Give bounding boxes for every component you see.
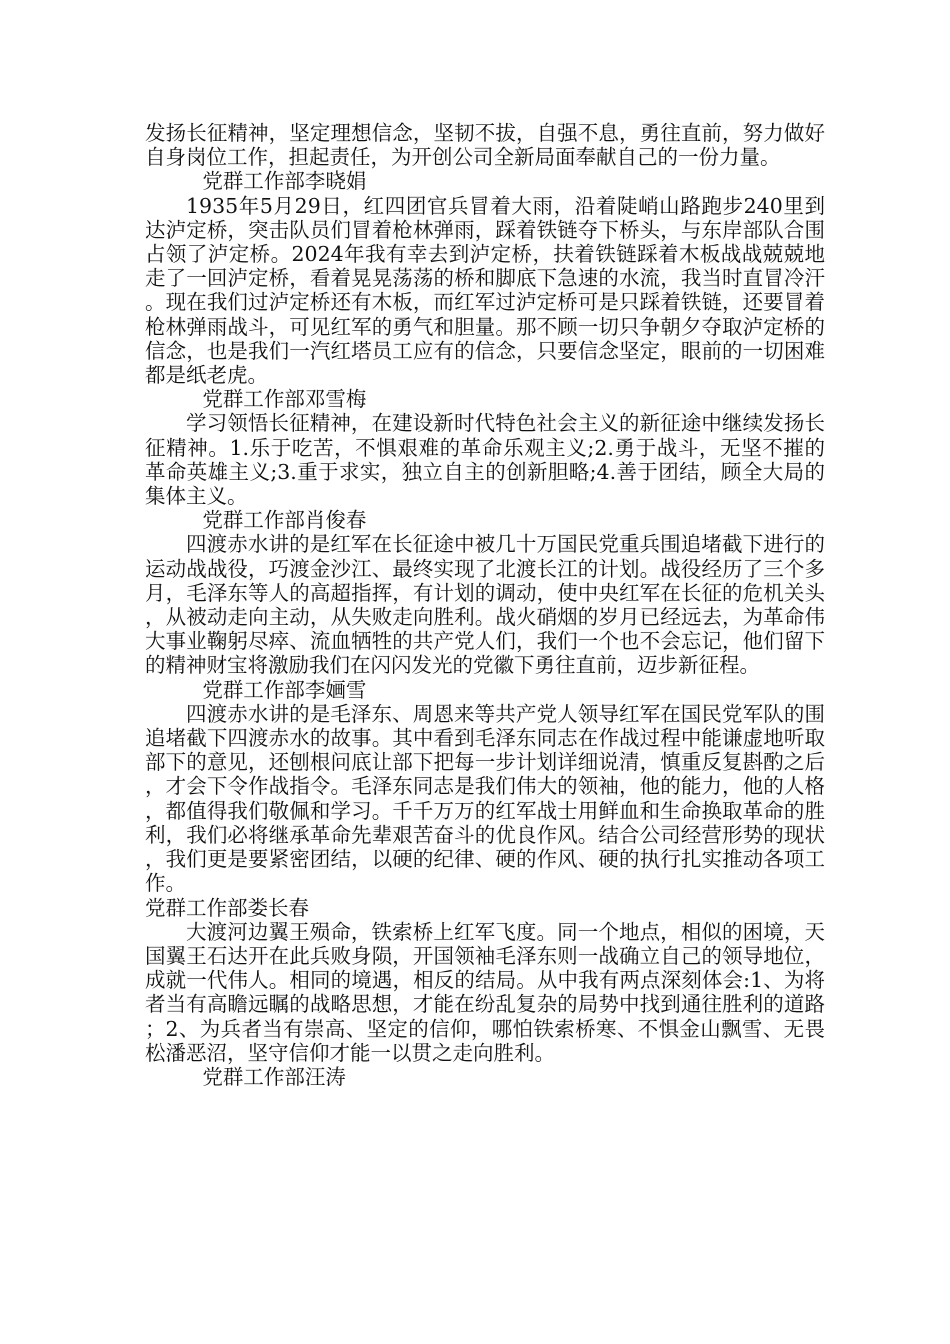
document-page xyxy=(145,121,825,1089)
signature-xiao-junchun: 党群工作部肖俊春 xyxy=(202,508,367,533)
paragraph-chishui-leadership: 四渡赤水讲的是毛泽东、周恩来等共产党人领导红军在国民党军队的围追堵截下四渡赤水的故事。其中看到毛泽东同志在作战过程中能谦虚地听取部下的意见，还刨根问底让部下把每一步计划详细说清，慎重反复斟酌之后，才会下令作战指令。毛泽东同志是我们伟大的领袖，他的能力，他的人格，都值得我们敬佩和学习。千千万万的红军战士用鲜血和生命换取革命的胜利，我们必将继承革命先辈艰苦奋斗的优良作风。结合公司经营形势的现状，我们更是要紧密团结，以硬的纪律、硬的作风、硬的执行扎实推动各项工作。 xyxy=(145,701,825,896)
paragraph-dadu-river: 大渡河边翼王殒命，铁索桥上红军飞度。同一个地点，相似的困境，天国翼王石达开在此兵败身陨，开国领袖毛泽东则一战确立自己的领导地位，成就一代伟人。相同的境遇，相反的结局。从中我有两点深刻体会:1、为将者当有高瞻远瞩的战略思想，才能在纷乱复杂的局势中找到通往胜利的道路；2、为兵者当有崇高、坚定的信仰，哪怕铁索桥寒、不惧金山飘雪、无畏松潘恶沼，坚守信仰才能一以贯之走向胜利。 xyxy=(145,919,825,1065)
signature-deng-xuemei: 党群工作部邓雪梅 xyxy=(202,387,367,412)
paragraph-long-march-spirit: 学习领悟长征精神，在建设新时代特色社会主义的新征途中继续发扬长征精神。1.乐于吃苦，不惧艰难的革命乐观主义;2.勇于战斗，无坚不摧的革命英雄主义;3.重于求实，独立自主的创新胆略;4.善于团结，顾全大局的集体主义。 xyxy=(145,411,825,509)
signature-wang-tao: 党群工作部汪涛 xyxy=(202,1064,346,1089)
signature-li-huaxue: 党群工作部李婳雪 xyxy=(202,677,367,702)
paragraph-intro: 发扬长征精神，坚定理想信念，坚韧不拔，自强不息，勇往直前，努力做好自身岗位工作，担起责任，为开创公司全新局面奉献自己的一份力量。 xyxy=(145,121,825,170)
paragraph-chishui-campaign: 四渡赤水讲的是红军在长征途中被几十万国民党重兵围追堵截下进行的运动战战役，巧渡金沙江、最终实现了北渡长江的计划。战役经历了三个多月，毛泽东等人的高超指挥，有计划的调动，使中央红军在长征的危机关头，从被动走向主动，从失败走向胜利。战火硝烟的岁月已经远去，为革命伟大事业鞠躬尽瘁、流血牺牲的共产党人们，我们一个也不会忘记，他们留下的精神财宝将激励我们在闪闪发光的党徽下勇往直前，迈步新征程。 xyxy=(145,532,825,678)
paragraph-luding-bridge: 1935年5月29日，红四团官兵冒着大雨，沿着陡峭山路跑步240里到达泸定桥，突击队员们冒着枪林弹雨，踩着铁链夺下桥头，与东岸部队合围占领了泸定桥。2024年我有幸去到泸定桥，扶着铁链踩着木板战战兢兢地走了一回泸定桥，看着晃晃荡荡的桥和脚底下急速的水流，我当时直冒冷汗。现在我们过泸定桥还有木板，而红军过泸定桥可是只踩着铁链，还要冒着枪林弹雨战斗，可见红军的勇气和胆量。那不顾一切只争朝夕夺取泸定桥的信念，也是我们一汽红塔员工应有的信念，只要信念坚定，眼前的一切困难都是纸老虎。 xyxy=(145,193,825,388)
signature-li-xiaojuan: 党群工作部李晓娟 xyxy=(202,169,367,194)
signature-lou-changchun: 党群工作部娄长春 xyxy=(145,895,309,920)
